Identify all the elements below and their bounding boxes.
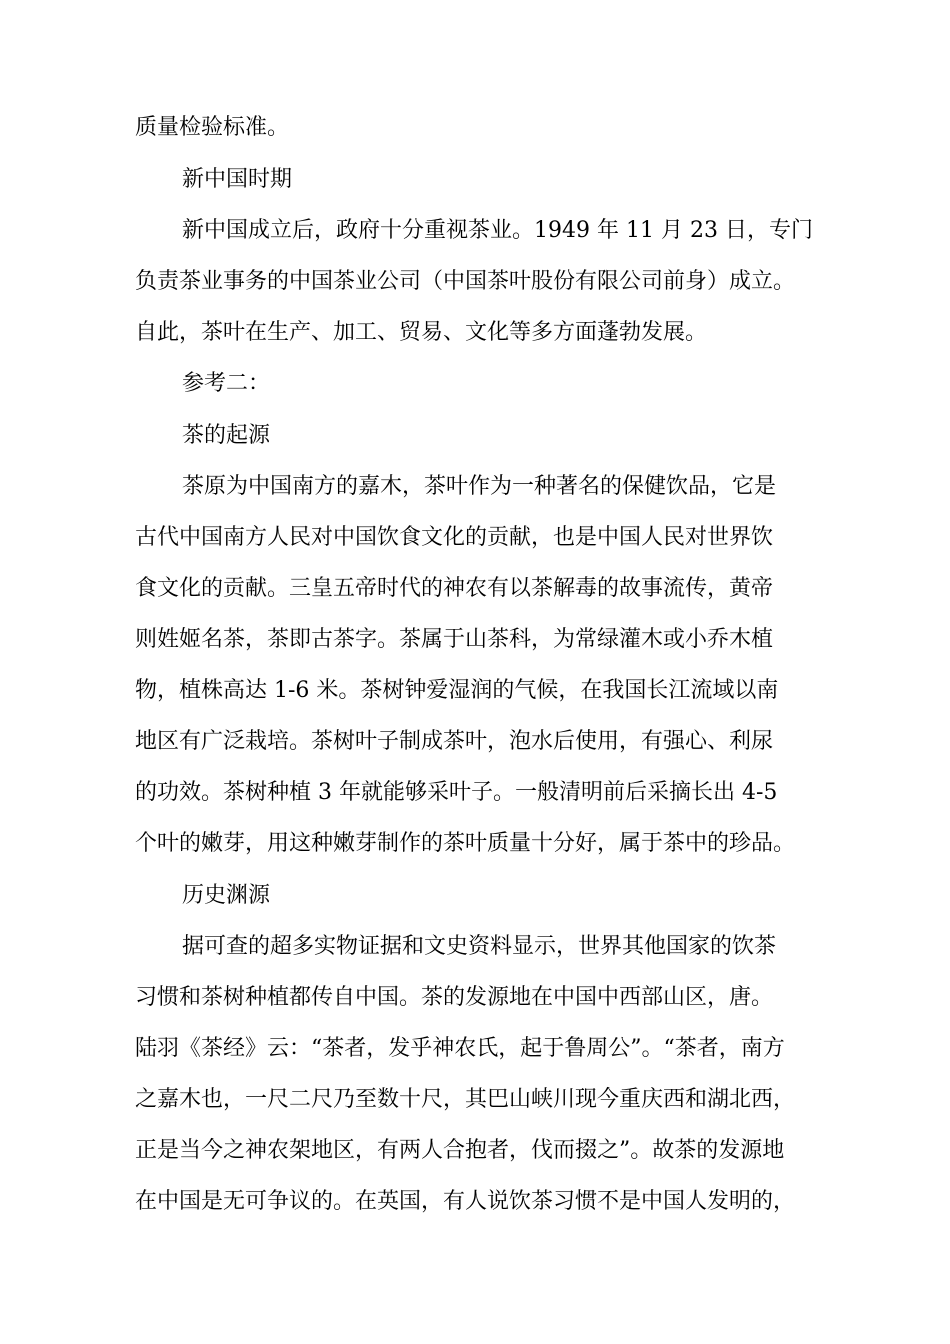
section-heading: 新中国时期 xyxy=(182,167,293,192)
text-line: 在中国是无可争议的。在英国，有人说饮茶习惯不是中国人发明的， xyxy=(135,1189,796,1214)
text-line: 习惯和茶树种植都传自中国。茶的发源地在中国中西部山区，唐。 xyxy=(135,985,774,1010)
text-line: 质量检验标准。 xyxy=(135,115,290,140)
text-line: 正是当今之神农架地区，有两人合抱者，伐而掇之”。故茶的发源地 xyxy=(135,1138,785,1163)
text-line: 负责茶业事务的中国茶业公司（中国茶叶股份有限公司前身）成立。 xyxy=(135,269,796,294)
text-line: 新中国成立后，政府十分重视茶业。1949 年 11 月 23 日，专门 xyxy=(182,218,813,243)
text-line: 则姓姬名茶，茶即古茶字。茶属于山茶科，为常绿灌木或小乔木植 xyxy=(135,627,774,652)
text-line: 据可查的超多实物证据和文史资料显示，世界其他国家的饮茶 xyxy=(182,934,777,959)
text-line: 食文化的贡献。三皇五帝时代的神农有以茶解毒的故事流传，黄帝 xyxy=(135,576,774,601)
text-line: 物，植株高达 1-6 米。茶树钟爱湿润的气候，在我国长江流域以南 xyxy=(135,678,779,703)
text-line: 个叶的嫩芽，用这种嫩芽制作的茶叶质量十分好，属于茶中的珍品。 xyxy=(135,831,796,856)
text-line: 地区有广泛栽培。茶树叶子制成茶叶，泡水后使用，有强心、利尿 xyxy=(135,729,774,754)
text-line: 自此，茶叶在生产、加工、贸易、文化等多方面蓬勃发展。 xyxy=(135,320,708,345)
section-heading: 参考二： xyxy=(182,371,271,396)
section-heading: 历史渊源 xyxy=(182,883,271,908)
text-line: 的功效。茶树种植 3 年就能够采叶子。一般清明前后采摘长出 4-5 xyxy=(135,780,778,805)
text-line: 古代中国南方人民对中国饮食文化的贡献，也是中国人民对世界饮 xyxy=(135,525,774,550)
text-line: 之嘉木也，一尺二尺乃至数十尺，其巴山峡川现今重庆西和湖北西， xyxy=(135,1087,796,1112)
text-line: 陆羽《茶经》云：“茶者，发乎神农氏，起于鲁周公”。“茶者，南方 xyxy=(135,1036,785,1061)
section-heading: 茶的起源 xyxy=(182,423,271,448)
text-line: 茶原为中国南方的嘉木，茶叶作为一种著名的保健饮品，它是 xyxy=(182,474,777,499)
